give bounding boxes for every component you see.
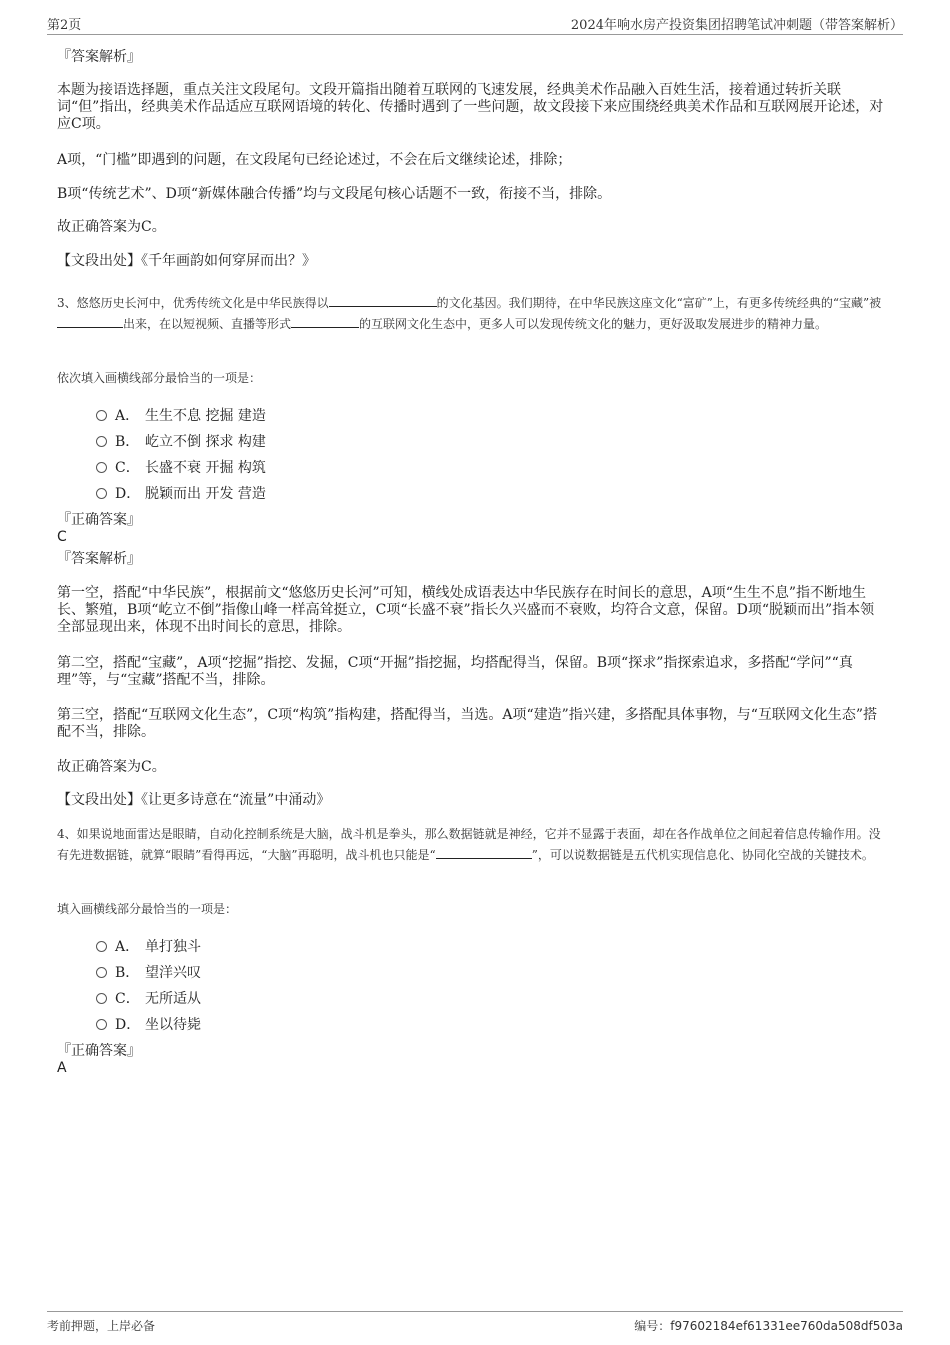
answer-blank [57, 314, 123, 328]
q3-stem: 3、悠悠历史长河中，优秀传统文化是中华民族得以 的文化基因。我们期待，在中华民族这座文化“富矿”上，有更多传统经典的“宝藏”被出来，在以短视频、直播等形式 的互联网文化生态中，更多人可以发现传统文化的魅力，更好汲取发展进步的精神力量。 [57, 293, 885, 335]
q3-instruction: 依次填入画横线部分最恰当的一项是： [57, 371, 262, 385]
footer-slogan: 考前押题，上岸必备 [47, 1319, 156, 1333]
q4-option-b[interactable]: B． 望洋兴叹 [96, 962, 201, 982]
q4-option-c[interactable]: C． 无所适从 [96, 988, 201, 1008]
page-header [47, 14, 903, 35]
q3-source: 【文段出处】《让更多诗意在“流量”中涌动》 [57, 792, 331, 808]
radio-button-icon[interactable] [96, 967, 107, 978]
q4-option-d[interactable]: D． 坐以待毙 [96, 1014, 201, 1034]
q4-stem: 4、如果说地面雷达是眼睛，自动化控制系统是大脑，战斗机是拳头，那么数据链就是神经，它并不显露于表面，却在各作战单位之间起着信息传输作用。没有先进数据链，就算“眼睛”看得再远，“大脑”再聪明，战斗机也只能是“ ”，可以说数据链是五代机实现信息化、协同化空战的关键技术。 [57, 827, 881, 862]
q4-instruction: 填入画横线部分最恰当的一项是： [57, 902, 238, 916]
answer-blank [291, 314, 359, 328]
radio-button-icon[interactable] [96, 993, 107, 1004]
radio-button-icon[interactable] [96, 462, 107, 473]
q3-analysis-heading: 『答案解析』 [57, 551, 141, 567]
q3-analysis-paragraph: 第二空，搭配“宝藏”，A项“挖掘”指挖、发掘，C项“开掘”指挖掘，均搭配得当，保留。B项“探求”指探索追求，多搭配“学问”“真理”等，与“宝藏”搭配不当，排除。 [57, 655, 853, 688]
q4-correct-answer: A [57, 1060, 67, 1076]
q3-correct-heading: 『正确答案』 [57, 512, 141, 528]
q2-analysis-heading: 『答案解析』 [57, 49, 141, 65]
q2-analysis-paragraph: 故正确答案为C。 [57, 219, 166, 235]
q2-source: 【文段出处】《千年画韵如何穿屏而出？》 [57, 253, 316, 269]
q2-analysis-paragraph: A项，“门槛”即遇到的问题，在文段尾句已经论述过，不会在后文继续论述，排除； [57, 152, 572, 168]
radio-button-icon[interactable] [96, 941, 107, 952]
document-code: 编号：f97602184ef61331ee760da508df503a [634, 1319, 903, 1333]
radio-button-icon[interactable] [96, 410, 107, 421]
q3-correct-answer: C [57, 529, 67, 545]
q2-analysis-paragraph: 本题为接语选择题，重点关注文段尾句。文段开篇指出随着互联网的飞速发展，经典美术作品融入百姓生活，接着通过转折关联词“但”指出，经典美术作品适应互联网语境的转化、传播时遇到了一些问题，故文段接下来应围绕经典美术作品和互联网展开论述，对应C项。 [57, 82, 884, 132]
radio-button-icon[interactable] [96, 436, 107, 447]
q4-correct-heading: 『正确答案』 [57, 1043, 141, 1059]
q3-option-a[interactable]: A． 生生不息 挖掘 建造 [96, 405, 266, 425]
q2-analysis-paragraph: B项“传统艺术”、D项“新媒体融合传播”均与文段尾句核心话题不一致，衔接不当，排除。 [57, 186, 612, 202]
answer-blank [436, 845, 532, 859]
q3-analysis-paragraph: 第一空，搭配“中华民族”，根据前文“悠悠历史长河”可知，横线处成语表达中华民族存在时间长的意思，A项“生生不息”指不断地生长、繁殖，B项“屹立不倒”指像山峰一样高耸挺立，C项“长盛不衰”指长久兴盛而不衰败，均符合文意，保留。D项“脱颖而出”指本领全部显现出来，体现不出时间长的意思，排除。 [57, 585, 875, 635]
page-number: 第2页 [47, 18, 82, 33]
q4-option-a[interactable]: A． 单打独斗 [96, 936, 201, 956]
q3-option-c[interactable]: C． 长盛不衰 开掘 构筑 [96, 457, 266, 477]
q3-option-d[interactable]: D． 脱颖而出 开发 营造 [96, 483, 266, 503]
answer-blank [329, 293, 437, 307]
q3-option-b[interactable]: B． 屹立不倒 探求 构建 [96, 431, 266, 451]
q3-analysis-paragraph: 第三空，搭配“互联网文化生态”，C项“构筑”指构建，搭配得当，当选。A项“建造”指兴建，多搭配具体事物，与“互联网文化生态”搭配不当，排除。 [57, 707, 878, 740]
document-title: 2024年响水房产投资集团招聘笔试冲刺题（带答案解析） [570, 18, 903, 33]
page-footer [47, 1311, 903, 1334]
radio-button-icon[interactable] [96, 1019, 107, 1030]
q3-analysis-paragraph: 故正确答案为C。 [57, 759, 166, 775]
radio-button-icon[interactable] [96, 488, 107, 499]
